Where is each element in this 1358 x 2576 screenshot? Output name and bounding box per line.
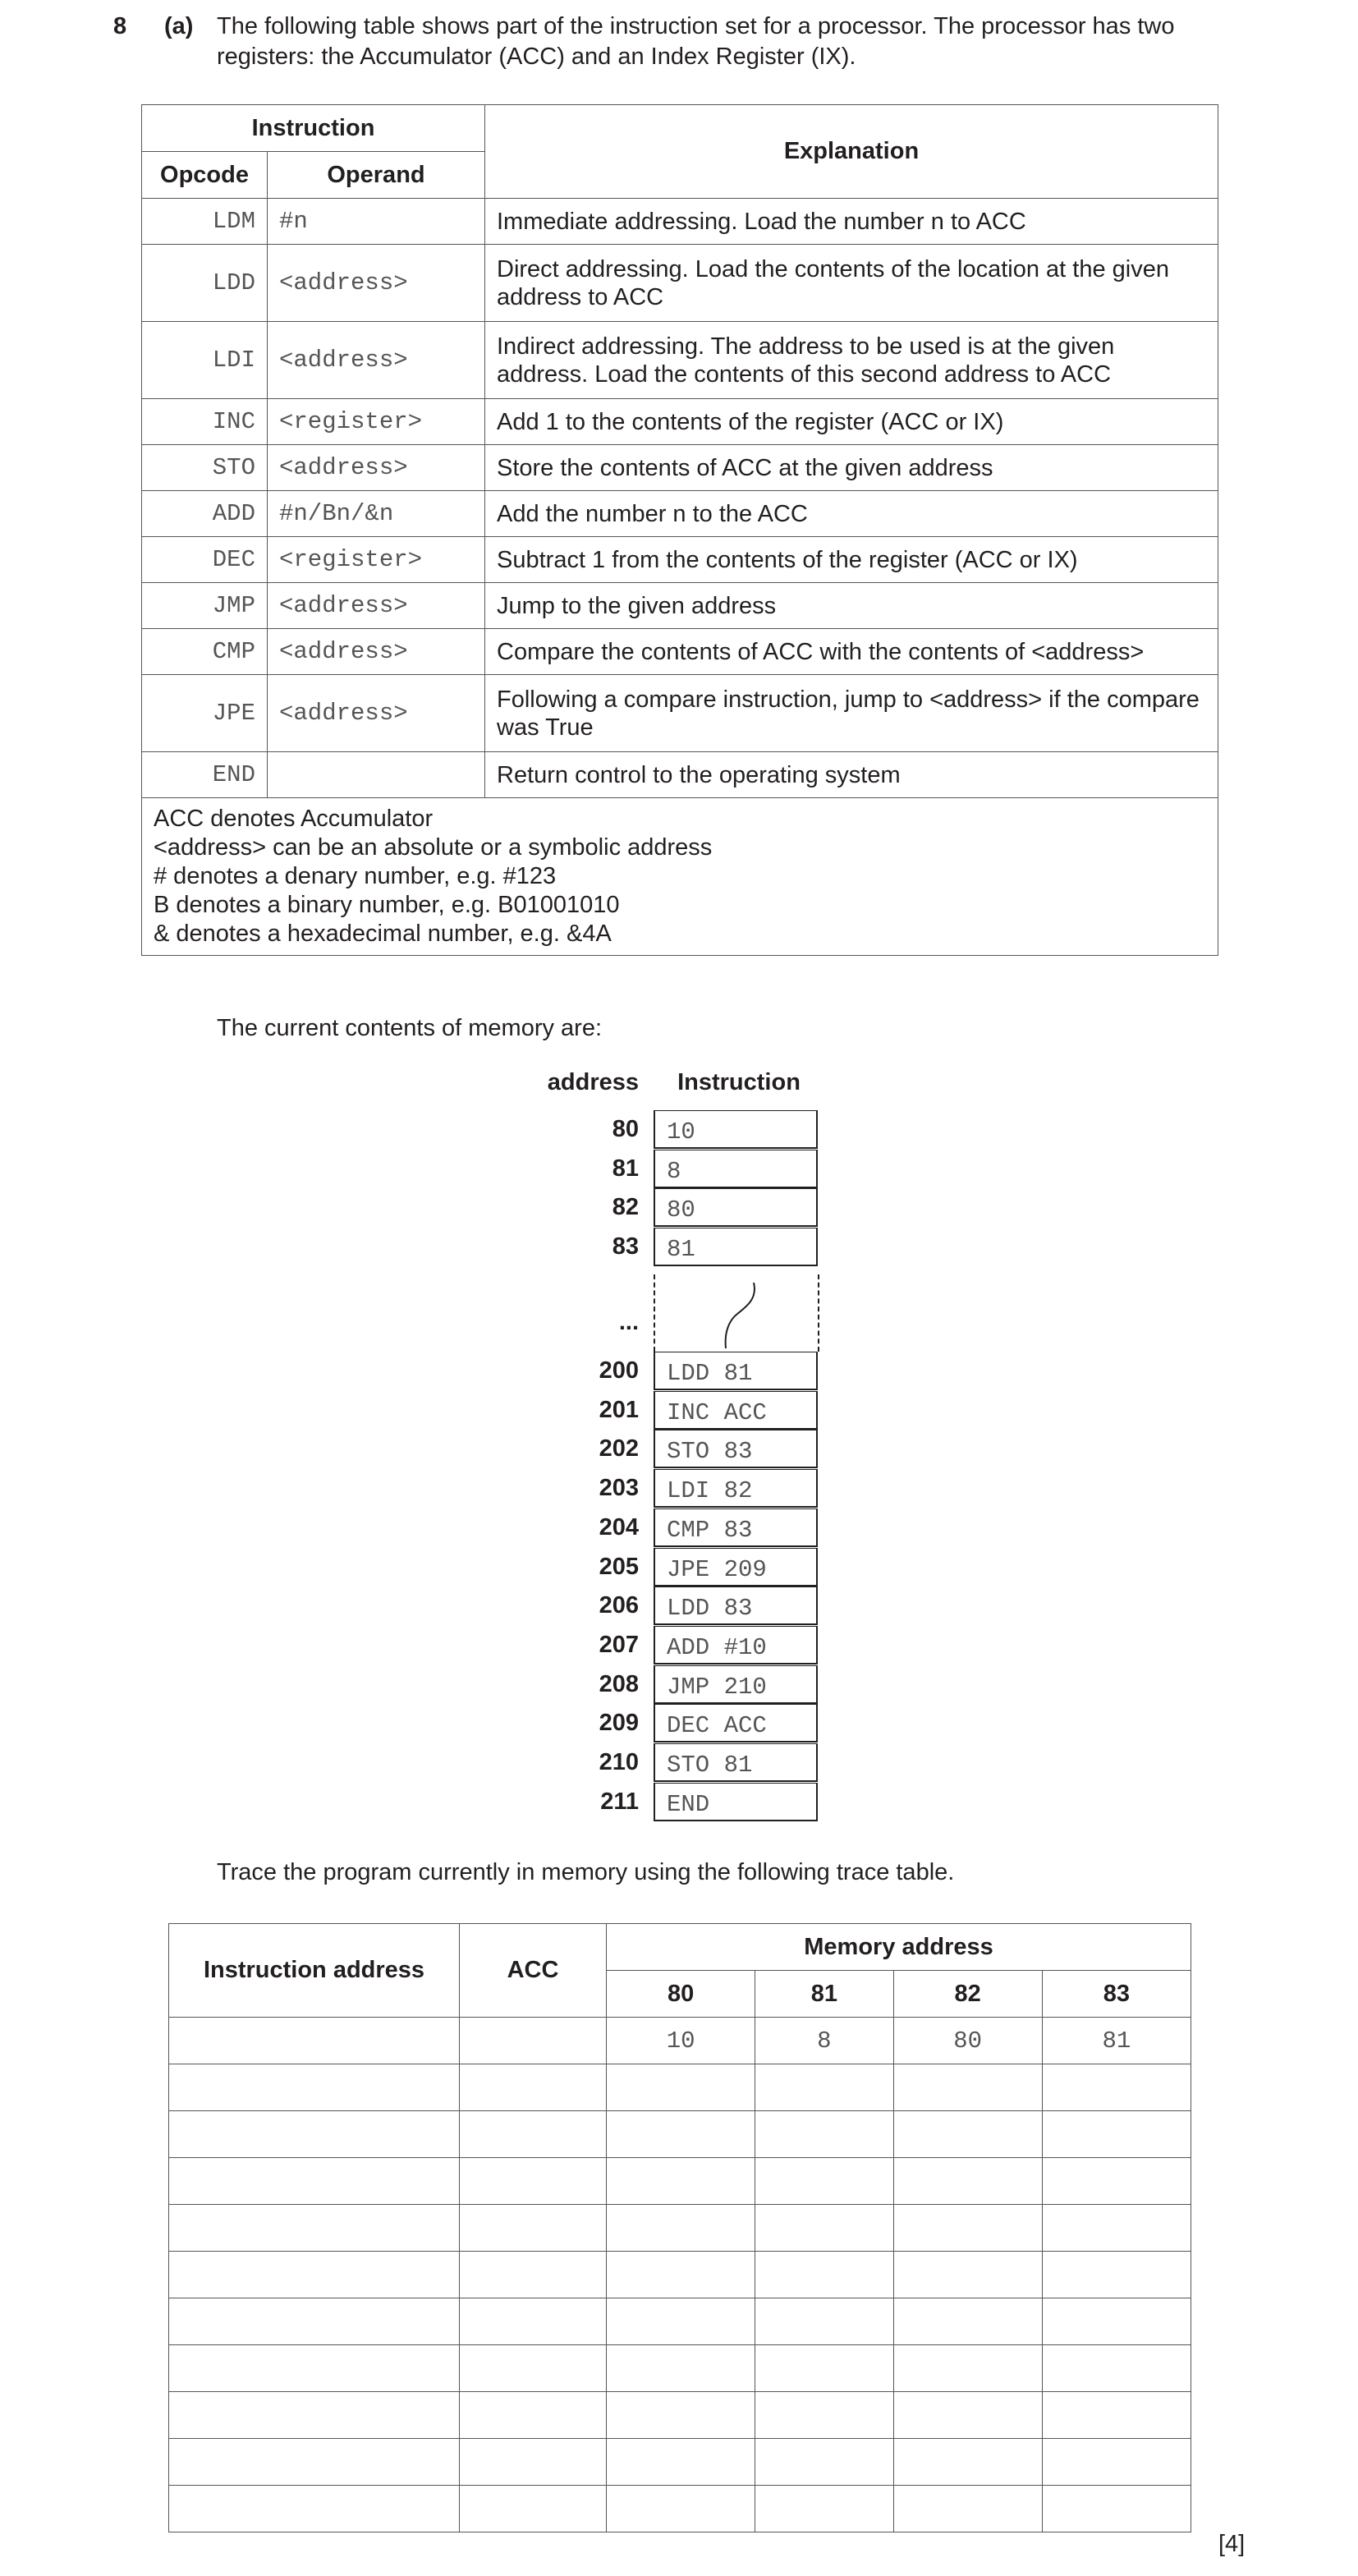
memory-row (0, 1391, 1358, 1430)
trace-cell[interactable] (893, 2486, 1042, 2532)
trace-row (169, 2298, 1191, 2345)
memory-row (0, 1783, 1358, 1821)
trace-cell[interactable] (607, 2252, 755, 2298)
opcode-cell: LDM (142, 199, 268, 245)
memory-content: STO 83 (667, 1438, 753, 1466)
instruction-row (142, 445, 1218, 491)
trace-cell[interactable] (169, 2439, 460, 2486)
explanation-cell: Direct addressing. Load the contents of the location at the given address to ACC (485, 245, 1218, 322)
memory-cell (654, 1352, 818, 1390)
instruction-row (142, 491, 1218, 537)
memory-content: LDD 81 (667, 1360, 753, 1387)
header-operand: Operand (268, 152, 485, 199)
memory-cell (654, 1783, 818, 1821)
memory-content: 8 (667, 1157, 681, 1185)
trace-cell[interactable] (169, 2486, 460, 2532)
memory-content: LDD 83 (667, 1595, 753, 1623)
memory-address: 210 (599, 1749, 639, 1775)
explanation-cell: Following a compare instruction, jump to <address> if the compare was True (485, 675, 1218, 752)
instruction-row (142, 245, 1218, 322)
memory-content: JPE 209 (667, 1555, 767, 1583)
operand-cell: <register> (268, 537, 485, 583)
memory-cell (654, 1586, 818, 1625)
trace-table (168, 1923, 1191, 2532)
memory-row (0, 1743, 1358, 1782)
instruction-row (142, 629, 1218, 675)
memory-cell (654, 1548, 818, 1586)
memory-address: 201 (599, 1396, 639, 1423)
instruction-set-table (141, 104, 1218, 956)
trace-cell[interactable] (460, 2345, 607, 2392)
trace-cell[interactable] (460, 2439, 607, 2486)
trace-row (169, 2345, 1191, 2392)
memory-cell (654, 1665, 818, 1704)
instruction-row (142, 537, 1218, 583)
memory-cell (654, 1228, 818, 1266)
question-part: (a) (164, 13, 194, 39)
trace-initial-value: 10 (607, 2018, 755, 2064)
memory-row (0, 1626, 1358, 1665)
opcode-cell: LDD (142, 245, 268, 322)
memory-address: 80 (612, 1116, 639, 1142)
memory-address: 204 (599, 1513, 639, 1541)
memory-ellipsis: ... (618, 1309, 639, 1335)
trace-initial-value: 80 (893, 2018, 1042, 2064)
trace-cell[interactable] (1042, 2111, 1191, 2158)
operand-cell: <address> (268, 445, 485, 491)
opcode-cell: ADD (142, 491, 268, 537)
memory-cell (654, 1626, 818, 1665)
trace-row (169, 2252, 1191, 2298)
trace-cell[interactable] (1042, 2298, 1191, 2345)
trace-cell[interactable] (169, 2252, 460, 2298)
memory-content: INC ACC (667, 1398, 767, 1426)
trace-cell[interactable] (755, 2158, 893, 2205)
memory-content: LDI 82 (667, 1477, 753, 1505)
operand-cell: <address> (268, 675, 485, 752)
trace-cell[interactable] (169, 2298, 460, 2345)
trace-cell[interactable] (893, 2205, 1042, 2252)
memory-content: CMP 83 (667, 1516, 753, 1544)
memory-cell (654, 1743, 818, 1782)
trace-cell[interactable] (1042, 2205, 1191, 2252)
trace-intro: Trace the program currently in memory using the following trace table. (217, 1859, 955, 1885)
operand-cell: <address> (268, 322, 485, 399)
instruction-row (142, 199, 1218, 245)
trace-cell[interactable] (755, 2205, 893, 2252)
trace-cell[interactable] (893, 2064, 1042, 2111)
header-opcode: Opcode (142, 152, 268, 199)
memory-address: 83 (612, 1233, 639, 1260)
trace-cell[interactable] (460, 2111, 607, 2158)
trace-cell[interactable] (607, 2111, 755, 2158)
trace-cell[interactable] (607, 2064, 755, 2111)
trace-header-memory-address: Memory address (607, 1924, 1191, 1971)
trace-cell[interactable] (755, 2064, 893, 2111)
trace-row (169, 2392, 1191, 2439)
memory-content: ADD #10 (667, 1633, 767, 1661)
opcode-cell: STO (142, 445, 268, 491)
question-intro: The following table shows part of the instruction set for a processor. The processor has two registers: the Accumulator (ACC) and an Index Register (IX). (217, 13, 1175, 70)
trace-cell[interactable] (169, 2018, 460, 2064)
trace-cell[interactable] (607, 2298, 755, 2345)
trace-cell[interactable] (460, 2158, 607, 2205)
opcode-cell: END (142, 752, 268, 798)
memory-address: 209 (599, 1710, 639, 1737)
trace-cell[interactable] (460, 2486, 607, 2532)
operand-cell: <address> (268, 245, 485, 322)
trace-cell[interactable] (460, 2392, 607, 2439)
trace-cell[interactable] (607, 2205, 755, 2252)
question-number: 8 (113, 13, 127, 39)
trace-cell[interactable] (755, 2111, 893, 2158)
explanation-cell: Add 1 to the contents of the register (ACC or IX) (485, 399, 1218, 445)
explanation-cell: Immediate addressing. Load the number n to ACC (485, 199, 1218, 245)
operand-cell: <address> (268, 583, 485, 629)
memory-address: 81 (612, 1155, 639, 1182)
operand-cell: #n/Bn/&n (268, 491, 485, 537)
memory-address: 211 (600, 1788, 639, 1815)
explanation-cell: Store the contents of ACC at the given address (485, 445, 1218, 491)
header-instruction: Instruction (142, 105, 485, 152)
memory-content: DEC ACC (667, 1712, 767, 1740)
break-squiggle-icon (655, 1274, 818, 1352)
trace-cell[interactable] (893, 2298, 1042, 2345)
memory-cell (654, 1430, 818, 1468)
note-line: # denotes a denary number, e.g. #123 (154, 863, 557, 889)
memory-header-instruction: Instruction (677, 1069, 801, 1095)
memory-address: 206 (599, 1592, 639, 1619)
operand-cell (268, 752, 485, 798)
operand-cell: #n (268, 199, 485, 245)
opcode-cell: CMP (142, 629, 268, 675)
explanation-cell: Return control to the operating system (485, 752, 1218, 798)
memory-cell (654, 1704, 818, 1743)
note-line: & denotes a hexadecimal number, e.g. &4A (154, 921, 612, 947)
memory-intro: The current contents of memory are: (217, 1015, 603, 1041)
memory-row (0, 1352, 1358, 1390)
memory-row (0, 1150, 1358, 1188)
trace-cell[interactable] (1042, 2439, 1191, 2486)
instruction-row (142, 399, 1218, 445)
operand-cell: <address> (268, 629, 485, 675)
trace-initial-value: 81 (1042, 2018, 1191, 2064)
explanation-cell: Subtract 1 from the contents of the register (ACC or IX) (485, 537, 1218, 583)
trace-cell[interactable] (755, 2486, 893, 2532)
memory-cell (654, 1110, 818, 1149)
trace-cell[interactable] (755, 2392, 893, 2439)
memory-content: JMP 210 (667, 1673, 767, 1701)
trace-cell[interactable] (1042, 2252, 1191, 2298)
opcode-cell: JPE (142, 675, 268, 752)
memory-content: END (667, 1790, 710, 1818)
trace-memory-column-header: 82 (893, 1971, 1042, 2018)
memory-header-address: address (547, 1069, 639, 1095)
trace-cell[interactable] (755, 2298, 893, 2345)
trace-cell[interactable] (1042, 2064, 1191, 2111)
explanation-cell: Add the number n to the ACC (485, 491, 1218, 537)
note-line: ACC denotes Accumulator (154, 806, 434, 832)
instruction-row (142, 675, 1218, 752)
opcode-cell: INC (142, 399, 268, 445)
trace-cell[interactable] (893, 2158, 1042, 2205)
trace-cell[interactable] (607, 2392, 755, 2439)
trace-cell[interactable] (460, 2298, 607, 2345)
trace-initial-value: 8 (755, 2018, 893, 2064)
memory-content: 81 (667, 1235, 695, 1263)
operand-cell: <register> (268, 399, 485, 445)
trace-row (169, 2486, 1191, 2532)
trace-cell[interactable] (169, 2064, 460, 2111)
trace-row (169, 2111, 1191, 2158)
trace-cell[interactable] (893, 2345, 1042, 2392)
note-line: B denotes a binary number, e.g. B01001010 (154, 892, 620, 918)
memory-row (0, 1228, 1358, 1266)
trace-cell[interactable] (460, 2018, 607, 2064)
opcode-cell: DEC (142, 537, 268, 583)
memory-address: 200 (599, 1357, 639, 1384)
trace-memory-column-header: 83 (1042, 1971, 1191, 2018)
trace-cell[interactable] (1042, 2486, 1191, 2532)
trace-cell[interactable] (893, 2252, 1042, 2298)
memory-address: 82 (612, 1194, 639, 1220)
trace-cell[interactable] (169, 2345, 460, 2392)
trace-cell[interactable] (893, 2392, 1042, 2439)
memory-content: STO 81 (667, 1752, 753, 1779)
notes-cell (142, 798, 1218, 956)
note-line: <address> can be an absolute or a symbolic address (154, 834, 713, 861)
memory-cell (654, 1150, 818, 1188)
trace-cell[interactable] (169, 2158, 460, 2205)
trace-header-instruction-address: Instruction address (169, 1924, 460, 2018)
trace-cell[interactable] (755, 2252, 893, 2298)
trace-memory-column-header: 80 (607, 1971, 755, 2018)
memory-address: 207 (599, 1631, 639, 1658)
memory-cell (654, 1188, 818, 1227)
notes-row (142, 798, 1218, 956)
trace-row (169, 2064, 1191, 2111)
trace-cell[interactable] (607, 2486, 755, 2532)
memory-address: 202 (599, 1435, 639, 1462)
opcode-cell: JMP (142, 583, 268, 629)
memory-row (0, 1704, 1358, 1743)
memory-address: 203 (599, 1475, 639, 1502)
marks: [4] (1218, 2531, 1246, 2557)
trace-row (169, 2158, 1191, 2205)
trace-initial-row (169, 2018, 1191, 2064)
trace-cell[interactable] (755, 2345, 893, 2392)
memory-cell (654, 1508, 818, 1547)
instruction-row (142, 322, 1218, 399)
instruction-row (142, 752, 1218, 798)
memory-row (0, 1188, 1358, 1227)
header-explanation: Explanation (485, 105, 1218, 199)
explanation-cell: Jump to the given address (485, 583, 1218, 629)
memory-address: 208 (599, 1670, 639, 1697)
memory-cell (654, 1469, 818, 1508)
memory-row (0, 1469, 1358, 1508)
trace-cell[interactable] (1042, 2392, 1191, 2439)
memory-row (0, 1548, 1358, 1586)
trace-cell[interactable] (169, 2392, 460, 2439)
trace-cell[interactable] (460, 2064, 607, 2111)
trace-cell[interactable] (460, 2252, 607, 2298)
trace-cell[interactable] (893, 2111, 1042, 2158)
trace-header-acc: ACC (460, 1924, 607, 2018)
explanation-cell: Compare the contents of ACC with the contents of <address> (485, 629, 1218, 675)
memory-row (0, 1508, 1358, 1547)
instruction-row (142, 583, 1218, 629)
trace-row (169, 2439, 1191, 2486)
trace-row (169, 2205, 1191, 2252)
trace-memory-column-header: 81 (755, 1971, 893, 2018)
trace-cell[interactable] (607, 2158, 755, 2205)
memory-address: 205 (599, 1553, 639, 1580)
memory-row (0, 1430, 1358, 1468)
memory-row (0, 1110, 1358, 1149)
memory-content: 80 (667, 1196, 695, 1224)
explanation-cell: Indirect addressing. The address to be used is at the given address. Load the contents of this second address to ACC (485, 322, 1218, 399)
memory-row (0, 1586, 1358, 1625)
trace-cell[interactable] (169, 2111, 460, 2158)
trace-cell[interactable] (1042, 2158, 1191, 2205)
trace-cell[interactable] (169, 2205, 460, 2252)
trace-cell[interactable] (607, 2345, 755, 2392)
opcode-cell: LDI (142, 322, 268, 399)
trace-cell[interactable] (1042, 2345, 1191, 2392)
memory-cell (654, 1391, 818, 1430)
trace-cell[interactable] (460, 2205, 607, 2252)
memory-row (0, 1665, 1358, 1704)
trace-cell[interactable] (755, 2439, 893, 2486)
memory-gap (654, 1274, 819, 1352)
memory-content: 10 (667, 1118, 695, 1146)
trace-cell[interactable] (893, 2439, 1042, 2486)
trace-cell[interactable] (607, 2439, 755, 2486)
